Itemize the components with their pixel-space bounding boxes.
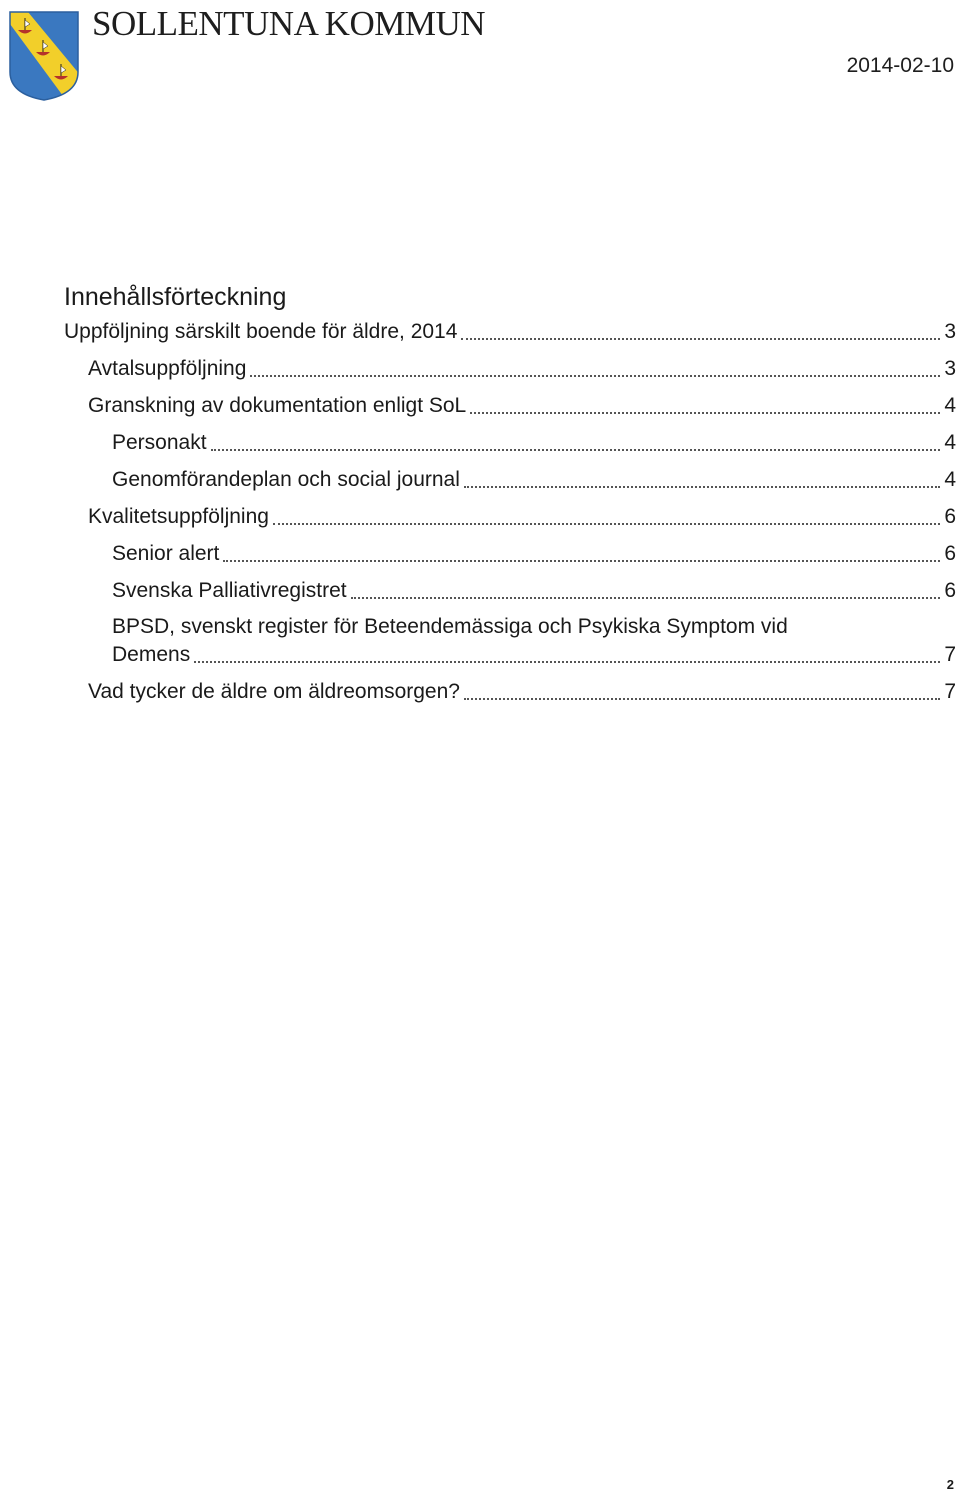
toc-list xyxy=(64,314,956,711)
page-header xyxy=(0,0,960,110)
page-number: 2 xyxy=(946,1477,954,1492)
toc-title: Innehållsförteckning xyxy=(64,283,287,311)
toc-entry[interactable] xyxy=(64,536,956,573)
toc-entry-text: Personakt xyxy=(112,431,207,454)
toc-entry-text: Uppföljning särskilt boende för äldre, 2014 xyxy=(64,320,458,343)
toc-entry-text: Genomförandeplan och social journal xyxy=(112,468,460,491)
toc-page-number: 6 xyxy=(944,505,956,528)
toc-entry[interactable] xyxy=(64,425,956,462)
toc-leader-dots xyxy=(194,661,940,663)
toc-page-number: 4 xyxy=(944,394,956,417)
document-date: 2014-02-10 xyxy=(846,54,954,77)
toc-entry[interactable] xyxy=(64,314,956,351)
toc-entry-body xyxy=(112,613,956,669)
toc-page-number: 6 xyxy=(944,579,956,602)
toc-leader-dots xyxy=(273,523,940,525)
toc-page-number: 4 xyxy=(944,431,956,454)
toc-leader-dots xyxy=(223,560,940,562)
toc-leader-dots xyxy=(464,698,940,700)
toc-entry[interactable] xyxy=(64,499,956,536)
toc-leader-dots xyxy=(464,486,940,488)
toc-page-number: 4 xyxy=(944,468,956,491)
toc-page-number: 6 xyxy=(944,542,956,565)
toc-entry-text: Avtalsuppföljning xyxy=(88,357,247,380)
toc-page-number: 7 xyxy=(944,680,956,703)
toc-leader-dots xyxy=(461,338,940,340)
toc-entry[interactable] xyxy=(64,674,956,711)
toc-entry-row xyxy=(112,641,956,669)
toc-entry-text: Kvalitetsuppföljning xyxy=(88,505,269,528)
toc-leader-dots xyxy=(470,412,940,414)
coat-of-arms-ships-icon xyxy=(8,10,80,102)
toc-entry-text: BPSD, svenskt register för Beteendemässiga och Psykiska Symptom vid xyxy=(112,615,788,638)
toc-leader-dots xyxy=(211,449,940,451)
toc-entry-text: Senior alert xyxy=(112,542,220,565)
toc-page-number: 3 xyxy=(944,320,956,343)
toc-entry[interactable] xyxy=(64,610,956,674)
toc-entry-text: Vad tycker de äldre om äldreomsorgen? xyxy=(88,680,460,703)
organization-name: SOLLENTUNA KOMMUN xyxy=(92,4,486,43)
toc-entry-text: Granskning av dokumentation enligt SoL xyxy=(88,394,467,417)
toc-entry-text: Svenska Palliativregistret xyxy=(112,579,347,602)
toc-page-number: 3 xyxy=(944,357,956,380)
toc-leader-dots xyxy=(250,375,940,377)
toc-page-number: 7 xyxy=(944,643,956,666)
toc-entry[interactable] xyxy=(64,573,956,610)
toc-leader-dots xyxy=(351,597,940,599)
toc-entry-text-continued: Demens xyxy=(112,643,191,666)
table-of-contents xyxy=(64,282,956,711)
toc-entry[interactable] xyxy=(64,388,956,425)
toc-entry[interactable] xyxy=(64,462,956,499)
toc-entry[interactable] xyxy=(64,351,956,388)
